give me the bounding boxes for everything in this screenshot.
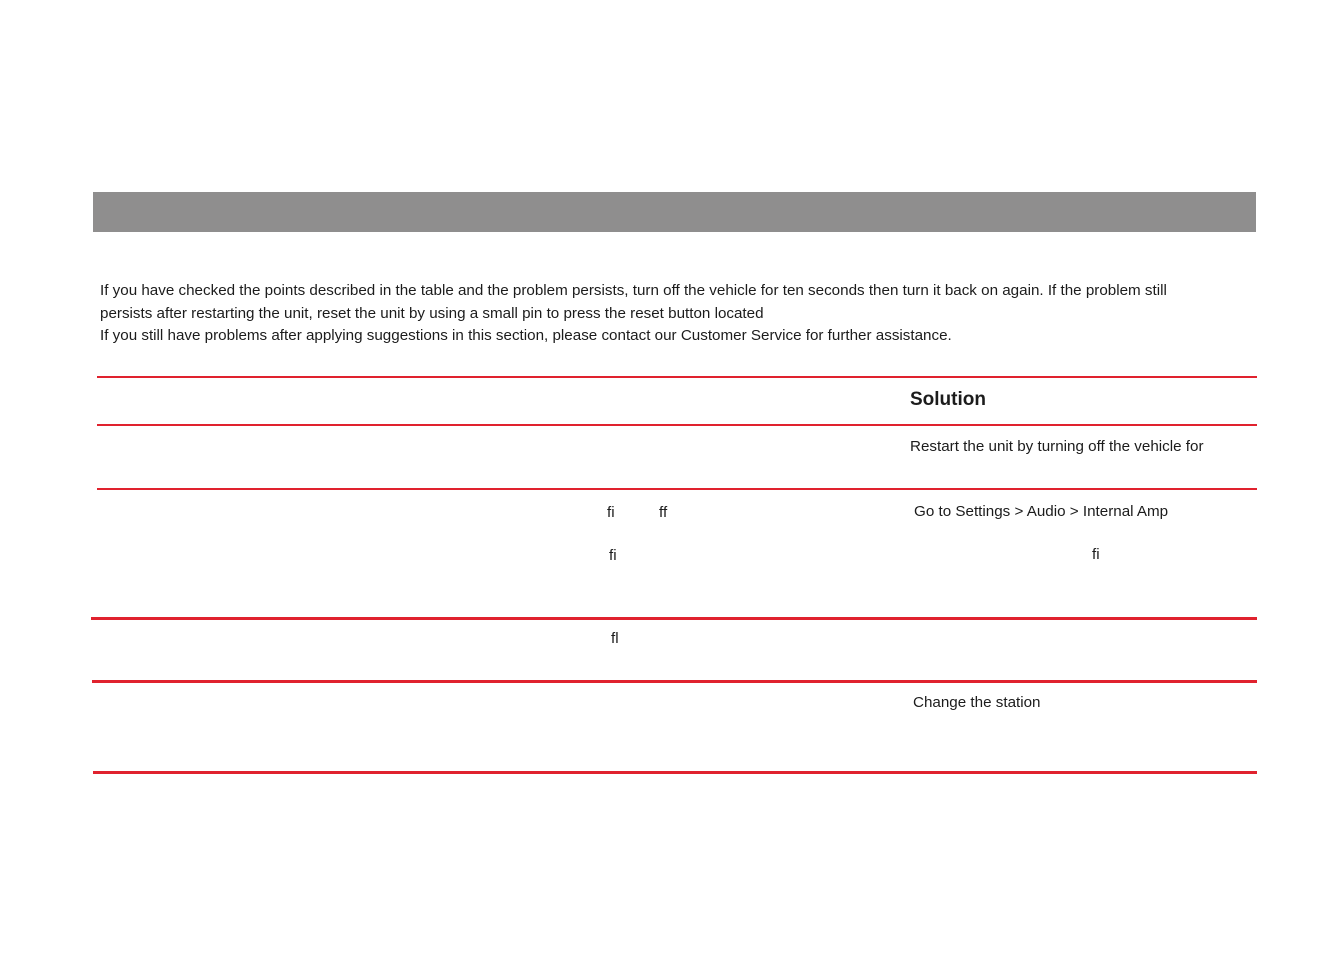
- row-2-bottom-rule: [91, 617, 1257, 620]
- row-3-cause-fragment-1: fl: [611, 630, 619, 647]
- row-1-solution: Restart the unit by turning off the vehicle for: [910, 438, 1204, 455]
- table-top-rule: [97, 376, 1257, 378]
- table-bottom-rule: [93, 771, 1257, 774]
- row-4-solution: Change the station: [913, 694, 1041, 711]
- row-2-solution: Go to Settings > Audio > Internal Amp: [914, 503, 1169, 520]
- section-header-bar: [93, 192, 1256, 232]
- row-3-bottom-rule: [92, 680, 1257, 683]
- row-2-cause-fragment-3: fi: [609, 547, 617, 564]
- intro-line-1: If you have checked the points described in the table and the problem persists, turn off the vehicle for ten seconds then turn it back on again. If the problem still: [100, 282, 1167, 299]
- header-bottom-rule: [97, 424, 1257, 426]
- row-1-bottom-rule: [97, 488, 1257, 490]
- row-2-cause-fragment-2: ff: [659, 504, 668, 521]
- intro-line-3: If you still have problems after applying suggestions in this section, please contact our Customer Service for further assistance.: [100, 327, 952, 344]
- intro-text: [100, 280, 1270, 348]
- intro-line-2: persists after restarting the unit, reset the unit by using a small pin to press the reset button located: [100, 304, 764, 322]
- solution-column-header: Solution: [910, 389, 986, 410]
- row-2-solution-fragment: fi: [1092, 546, 1100, 563]
- row-2-cause-fragment-1: fi: [607, 504, 615, 521]
